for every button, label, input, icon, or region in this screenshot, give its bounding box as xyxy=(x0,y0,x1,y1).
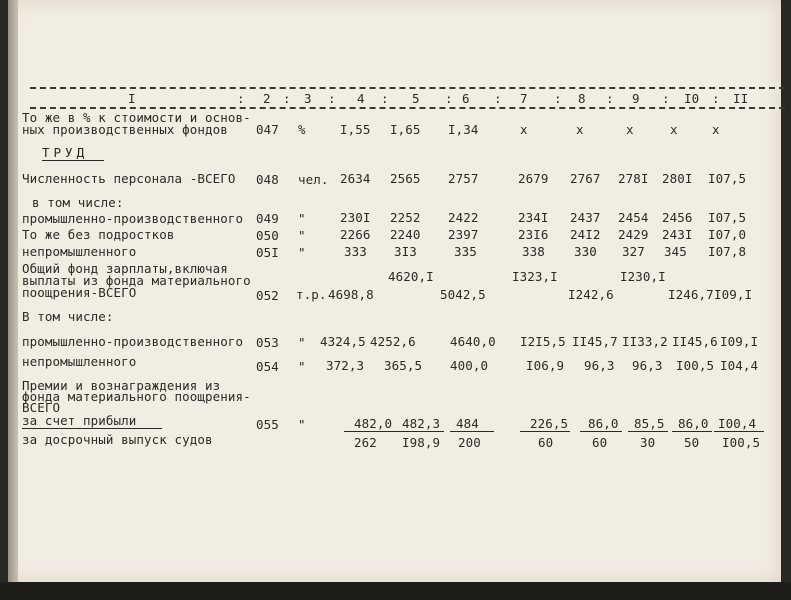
fraction-line xyxy=(580,431,622,432)
cell-col11-top: I00,4 xyxy=(718,416,757,431)
cell-col11-bottom: I00,5 xyxy=(722,435,761,450)
cell-col7: I2I5,5 xyxy=(520,334,566,349)
row-label: То же без подростков xyxy=(22,227,175,242)
col-header-5: 5 xyxy=(412,91,420,106)
row-label: непромышленного xyxy=(22,354,137,369)
cell-col11: I07,5 xyxy=(708,210,747,225)
cell-col10: 243I xyxy=(662,227,693,242)
row-code: 054 xyxy=(256,359,279,374)
cell-col5: 4252,6 xyxy=(370,334,416,349)
cell-col4: 333 xyxy=(344,244,367,259)
cell-col5: 2240 xyxy=(390,227,421,242)
col-sep: : xyxy=(606,91,614,106)
fraction-line xyxy=(672,431,712,432)
scanner-background xyxy=(0,582,791,600)
cell-col5: 2252 xyxy=(390,210,421,225)
cell-col4: 230I xyxy=(340,210,371,225)
row-unit: " xyxy=(298,245,306,260)
cell-col6: 400,0 xyxy=(450,358,489,373)
row-label: Численность персонала -ВСЕГО xyxy=(22,171,236,186)
col-header-8: 8 xyxy=(578,91,586,106)
label-underline xyxy=(22,428,162,429)
cell-col4: I,55 xyxy=(340,122,371,137)
subheading-including: В том числе: xyxy=(22,309,114,324)
cell-col10-bottom: 50 xyxy=(684,435,700,450)
cell-col5: 3I3 xyxy=(394,244,417,259)
row-label: промышленно-производственного xyxy=(22,334,244,349)
col-header-3: 3 xyxy=(304,91,312,106)
cell-col9: 96,3 xyxy=(632,358,663,373)
cell-col7: I06,9 xyxy=(526,358,565,373)
cell-col6: I,34 xyxy=(448,122,479,137)
cell-col5: I,65 xyxy=(390,122,421,137)
row-label: ных производственных фондов xyxy=(22,122,228,137)
row-label: промышленно-производственного xyxy=(22,211,244,226)
cell-col7-bottom: 60 xyxy=(538,435,554,450)
row-unit: " xyxy=(298,228,306,243)
cell-col8: I242,6 xyxy=(568,287,614,302)
col-sep: : xyxy=(554,91,562,106)
cell-col7: 2679 xyxy=(518,171,549,186)
cell-col9: x xyxy=(626,122,634,137)
cell-col8-top: 86,0 xyxy=(588,416,619,431)
row-unit: " xyxy=(298,211,306,226)
cell-col10: I00,5 xyxy=(676,358,715,373)
col-header-6: 6 xyxy=(462,91,470,106)
row-label: Общий фонд зарплаты,включая xyxy=(22,261,228,276)
col-header-9: 9 xyxy=(632,91,640,106)
cell-col8: 2767 xyxy=(570,171,601,186)
cell-col10: 280I xyxy=(662,171,693,186)
cell-col5-top: 482,3 xyxy=(402,416,441,431)
cell-col8-bottom: 60 xyxy=(592,435,608,450)
row-label: за счет прибыли xyxy=(22,413,137,428)
cell-col8: 24I2 xyxy=(570,227,601,242)
cell-col6-bottom: 200 xyxy=(458,435,481,450)
cell-col4: 4324,5 xyxy=(320,334,366,349)
cell-col10: 2456 xyxy=(662,210,693,225)
cell-col9: 2429 xyxy=(618,227,649,242)
binding-edge xyxy=(8,0,18,582)
cell-col9: 278I xyxy=(618,171,649,186)
cell-col6-top: 484 xyxy=(456,416,479,431)
cell-col8: 2437 xyxy=(570,210,601,225)
col-sep: : xyxy=(662,91,670,106)
cell-col4: 2266 xyxy=(340,227,371,242)
document-page xyxy=(8,0,781,582)
col-sep: : xyxy=(494,91,502,106)
row-code: 05I xyxy=(256,245,279,260)
cell-col6: 2757 xyxy=(448,171,479,186)
cell-col6: 4640,0 xyxy=(450,334,496,349)
cell-col8: x xyxy=(576,122,584,137)
cell-col11: x xyxy=(712,122,720,137)
row-label: выплаты из фонда материального xyxy=(22,273,251,288)
cell-col10: 345 xyxy=(664,244,687,259)
cell-col5: 365,5 xyxy=(384,358,423,373)
cell-col9: I230,I xyxy=(620,269,666,284)
row-unit: " xyxy=(298,417,306,432)
cell-col10-top: 86,0 xyxy=(678,416,709,431)
row-label: Премии и вознаграждения из xyxy=(22,378,221,393)
cell-col11: I04,4 xyxy=(720,358,759,373)
cell-col10: I246,7 xyxy=(668,287,714,302)
cell-col8: II45,7 xyxy=(572,334,618,349)
cell-col8: 330 xyxy=(574,244,597,259)
cell-col7: I323,I xyxy=(512,269,558,284)
cell-col7-top: 226,5 xyxy=(530,416,569,431)
row-code: 053 xyxy=(256,335,279,350)
cell-col5-bottom: I98,9 xyxy=(402,435,441,450)
row-code: 048 xyxy=(256,172,279,187)
cell-col6: 335 xyxy=(454,244,477,259)
cell-col4: 2634 xyxy=(340,171,371,186)
header-rule-top xyxy=(30,87,785,89)
col-sep: : xyxy=(283,91,291,106)
row-code: 052 xyxy=(256,288,279,303)
fraction-line xyxy=(714,431,764,432)
cell-col4: 4698,8 xyxy=(328,287,374,302)
fraction-line xyxy=(628,431,668,432)
row-label: фонда материального поощрения- xyxy=(22,389,251,404)
row-label: поощрения-ВСЕГО xyxy=(22,285,137,300)
row-code: 049 xyxy=(256,211,279,226)
cell-col6: 5042,5 xyxy=(440,287,486,302)
row-code: 050 xyxy=(256,228,279,243)
cell-col9: 327 xyxy=(622,244,645,259)
col-header-11: II xyxy=(733,91,749,106)
cell-col11: I09,I xyxy=(714,287,753,302)
cell-col9-bottom: 30 xyxy=(640,435,656,450)
fraction-line xyxy=(392,431,444,432)
row-label: ВСЕГО xyxy=(22,400,61,415)
cell-col9: 2454 xyxy=(618,210,649,225)
cell-col6: 2422 xyxy=(448,210,479,225)
col-sep: : xyxy=(712,91,720,106)
row-unit: чел. xyxy=(298,172,329,187)
row-label: за досрочный выпуск судов xyxy=(22,432,213,447)
col-header-1: I xyxy=(128,91,136,106)
cell-col11: I07,0 xyxy=(708,227,747,242)
header-rule-bottom xyxy=(30,107,785,109)
cell-col4: 372,3 xyxy=(326,358,365,373)
section-title-underline xyxy=(42,160,104,161)
cell-col6: 2397 xyxy=(448,227,479,242)
cell-col7: 338 xyxy=(522,244,545,259)
cell-col11: I07,8 xyxy=(708,244,747,259)
cell-col10: II45,6 xyxy=(672,334,718,349)
cell-col9: II33,2 xyxy=(622,334,668,349)
subheading-including: в том числе: xyxy=(32,195,124,210)
row-label: непромышленного xyxy=(22,244,137,259)
fraction-line xyxy=(520,431,570,432)
cell-col8: 96,3 xyxy=(584,358,615,373)
cell-col4-top: 482,0 xyxy=(354,416,393,431)
col-sep: : xyxy=(328,91,336,106)
row-label: То же в % к стоимости и основ- xyxy=(22,110,251,125)
cell-col11: I07,5 xyxy=(708,171,747,186)
col-sep: : xyxy=(445,91,453,106)
cell-col9-top: 85,5 xyxy=(634,416,665,431)
cell-col11: I09,I xyxy=(720,334,759,349)
cell-col5: 2565 xyxy=(390,171,421,186)
cell-col7: 234I xyxy=(518,210,549,225)
section-title-labor: ТРУД xyxy=(42,145,89,160)
fraction-line xyxy=(450,431,494,432)
row-code: 055 xyxy=(256,417,279,432)
col-header-10: I0 xyxy=(684,91,700,106)
col-header-2: 2 xyxy=(263,91,271,106)
col-header-4: 4 xyxy=(357,91,365,106)
cell-col5: 4620,I xyxy=(388,269,434,284)
col-sep: : xyxy=(381,91,389,106)
row-unit: " xyxy=(298,335,306,350)
cell-col10: x xyxy=(670,122,678,137)
col-sep: : xyxy=(237,91,245,106)
row-unit: % xyxy=(298,122,306,137)
row-unit: т.р. xyxy=(296,287,327,302)
cell-col7: 23I6 xyxy=(518,227,549,242)
cell-col7: x xyxy=(520,122,528,137)
col-header-7: 7 xyxy=(520,91,528,106)
row-code: 047 xyxy=(256,122,279,137)
row-unit: " xyxy=(298,359,306,374)
cell-col4-bottom: 262 xyxy=(354,435,377,450)
